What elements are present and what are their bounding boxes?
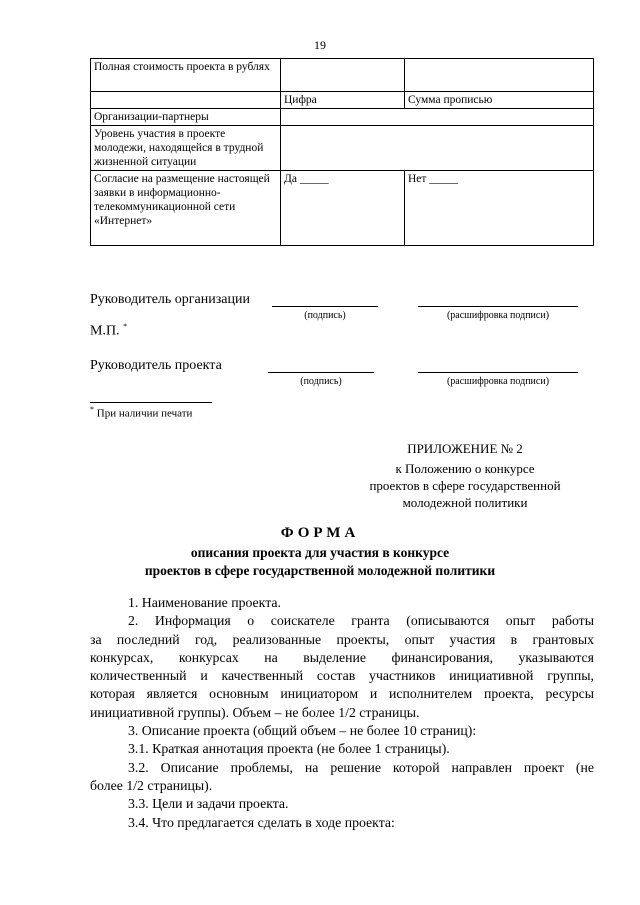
project-decode-line <box>418 372 578 373</box>
item-3: 3. Описание проекта (общий объем – не более 10 страниц): <box>128 723 477 739</box>
item-2-line-5: которая является основным инициатором и исполнителем проекта, ресурсы <box>90 686 594 702</box>
item-3-2-line-1: 3.2. Описание проблемы, на решение которой направлен проект (не <box>128 759 594 775</box>
footnote <box>90 405 192 420</box>
org-signature-caption: (подпись) <box>304 310 346 321</box>
table-row <box>91 109 594 126</box>
cost-digit-cell <box>281 59 405 92</box>
consent-no-cell: Нет _____ <box>405 171 594 246</box>
youth-value-cell <box>281 126 594 171</box>
stamp-place-label: М.П. <box>90 323 120 339</box>
item-2-line-3: конкурсах, конкурсах на выделение финансирования, указываются <box>90 649 594 665</box>
item-3-1: 3.1. Краткая аннотация проекта (не более 1 страницы). <box>128 741 450 757</box>
table-row <box>91 171 594 246</box>
form-title: ФОРМА <box>280 525 360 541</box>
form-subtitle-1: описания проекта для участия в конкурсе <box>190 545 450 560</box>
appendix-line-3: молодежной политики <box>402 495 528 510</box>
partners-label-cell: Организации-партнеры <box>91 109 281 126</box>
consent-yes-cell: Да _____ <box>281 171 405 246</box>
appendix-line-2: проектов в сфере государственной <box>369 478 561 493</box>
empty-cell <box>91 92 281 109</box>
org-head-label: Руководитель организации <box>90 292 250 307</box>
project-head-label: Руководитель проекта <box>90 358 222 373</box>
consent-label-cell: Согласие на размещение настоящей заявки в информационно-телекоммуникационной сети «Интернет» <box>91 171 281 246</box>
appendix-title: ПРИЛОЖЕНИЕ № 2 <box>407 441 523 456</box>
cost-words-cell <box>405 59 594 92</box>
words-label-cell: Сумма прописью <box>405 92 594 109</box>
table-row <box>91 126 594 171</box>
youth-label-cell: Уровень участия в проекте молодежи, находящейся в трудной жизненной ситуации <box>91 126 281 171</box>
item-3-3: 3.3. Цели и задачи проекта. <box>128 796 289 812</box>
partners-value-cell <box>281 109 594 126</box>
item-2-line-1: 2. Информация о соискателе гранта (описываются опыт работы <box>128 613 594 629</box>
project-signature-line <box>268 372 374 373</box>
footnote-rule <box>90 402 212 403</box>
appendix-line-1: к Положению о конкурсе <box>395 461 535 476</box>
project-info-table <box>90 58 594 246</box>
item-3-2-line-2: более 1/2 страницы). <box>90 777 213 793</box>
table-row <box>91 92 594 109</box>
org-decode-caption: (расшифровка подписи) <box>446 310 550 321</box>
stamp-footnote-marker: * <box>123 322 128 331</box>
form-body <box>90 594 594 832</box>
item-2-line-2: за последний год, реализованные проекты, опыт участия в грантовых <box>90 631 594 647</box>
footnote-text: При наличии печати <box>96 407 193 420</box>
project-signature-caption: (подпись) <box>300 376 342 387</box>
form-subtitle-2: проектов в сфере государственной молодежной политики <box>144 563 496 578</box>
cost-label-cell: Полная стоимость проекта в рублях <box>91 59 281 92</box>
project-decode-caption: (расшифровка подписи) <box>446 376 550 387</box>
table-row <box>91 59 594 92</box>
item-2-line-6: инициативной группы). Объем – не более 1/2 страницы. <box>90 704 420 720</box>
footnote-marker: * <box>90 405 94 414</box>
item-2-line-4: количественный и качественный состав участников инициативной группы, <box>90 668 594 684</box>
item-3-4: 3.4. Что предлагается сделать в ходе проекта: <box>128 814 395 830</box>
stamp-place <box>90 322 127 340</box>
item-1: 1. Наименование проекта. <box>128 595 281 610</box>
page-number: 19 <box>314 38 326 52</box>
org-signature-line <box>272 306 378 307</box>
digit-label-cell: Цифра <box>281 92 405 109</box>
org-decode-line <box>418 306 578 307</box>
